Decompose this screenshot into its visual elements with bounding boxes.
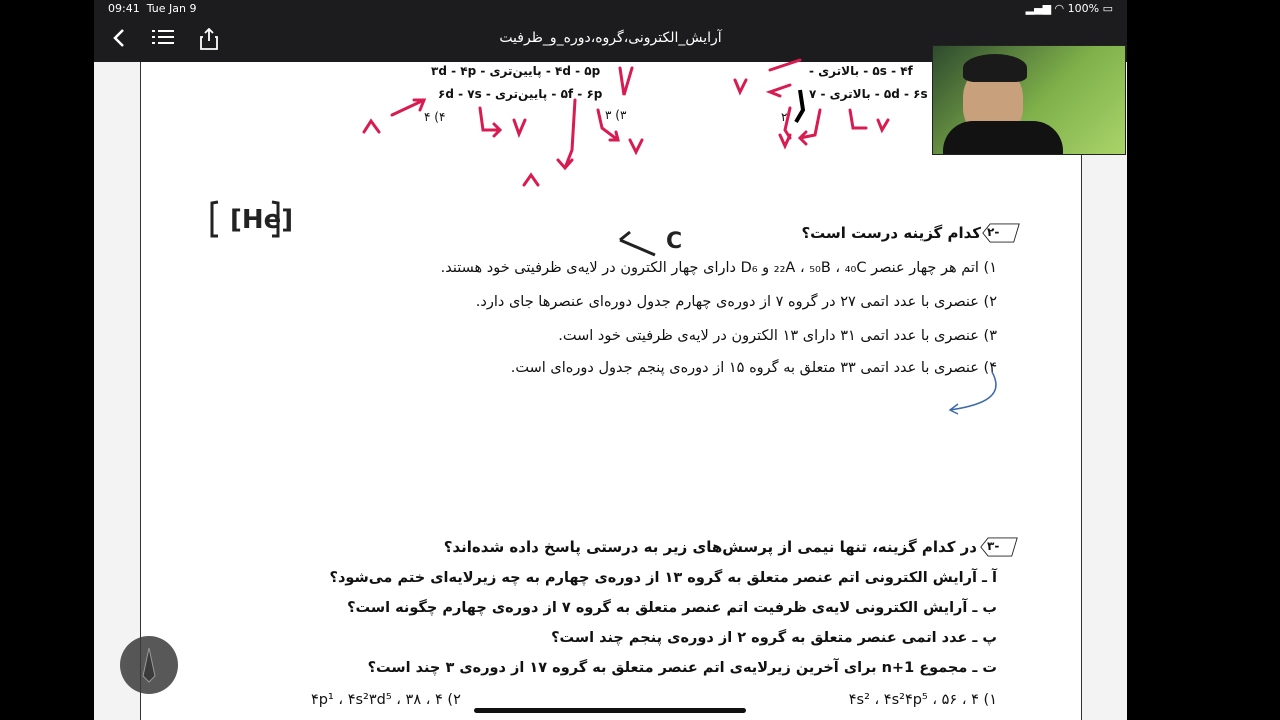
q2-option-1[interactable]: ۱) اتم هر چهار عنصر ‌‌₂₂A ، ₅₀B ، ₄₀C و D₆ دارای چهار الکترون در لایه‌ی ظرفیتی خود هستند. — [440, 260, 997, 276]
q3-answer-1[interactable]: ۱) ۴s² ، ۴s²۴p⁵ ، ۵۶ ، ۴ — [848, 692, 997, 708]
status-right: ▂▄▆ ◠ 100% ▭ — [1025, 2, 1113, 15]
top-option-4: ۴) ۴ — [424, 110, 446, 124]
q3-item-a: آ ـ آرایش الکترونی اتم عنصر متعلق به گروه ۱۳ از دوره‌ی چهارم به چه زیرلایه‌ای ختم می‌شود؟ — [329, 570, 997, 586]
top-line1-left: ۴d - ۵p - پایین‌تری - ۳d - ۴p — [431, 64, 601, 78]
top-option-2: ۲ — [781, 110, 788, 124]
top-option-3: ۳) ۳ — [605, 108, 627, 122]
home-indicator[interactable] — [474, 708, 746, 713]
handwritten-c: C — [666, 229, 683, 254]
battery-percent: 100% — [1067, 2, 1100, 15]
presenter-hair — [963, 54, 1027, 82]
webcam-overlay — [932, 45, 1126, 155]
q3-title: در کدام گزینه، تنها نیمی از پرسش‌های زیر به درستی پاسخ داده شده‌اند؟ — [443, 538, 977, 556]
q3-item-p: پ ـ عدد اتمی عنصر متعلق به گروه ۲ از دوره‌ی پنجم چند است؟ — [551, 630, 997, 646]
q2-title: کدام گزینه درست است؟ — [801, 224, 981, 242]
q3-item-t: ت ـ مجموع n+1 برای آخرین زیرلایه‌ی اتم عنصر متعلق به گروه ۱۷ از دوره‌ی ۳ چند است؟ — [367, 660, 997, 676]
q2-option-2[interactable]: ۲) عنصری با عدد اتمی ۲۷ در گروه ۷ از دوره‌ی چهارم جدول دوره‌ای عنصرها جای دارد. — [475, 294, 997, 310]
q2-option-3[interactable]: ۳) عنصری با عدد اتمی ۳۱ دارای ۱۳ الکترون در لایه‌ی ظرفیتی خود است. — [558, 328, 997, 344]
q2-option-4[interactable]: ۴) عنصری با عدد اتمی ۳۳ متعلق به گروه ۱۵ از دوره‌ی پنجم جدول دوره‌ای است. — [510, 360, 997, 376]
floating-pencil-button[interactable] — [120, 636, 178, 694]
document-title: آرایش_الکترونی،گروه،دوره_و_ظرفیت — [499, 30, 722, 46]
top-line2-left: ۵f - ۶p - پایین‌تری - ۶d - ۷s — [438, 87, 603, 101]
handwritten-he: [He] — [230, 205, 294, 235]
q3-answer-2[interactable]: ۲) ۴p¹ ، ۴s²۳d⁵ ، ۳۸ ، ۴ — [311, 692, 461, 708]
top-line1-right: ۵s - ۴f - بالاتری - — [809, 64, 913, 78]
q3-number: -۳ — [987, 539, 1000, 553]
presenter-shirt — [943, 121, 1063, 155]
top-line2-right: ۵d - ۶s - بالاتری - ۷ — [809, 87, 928, 101]
pdf-page[interactable] — [140, 62, 1082, 720]
q2-number: -۲ — [987, 225, 1000, 239]
status-bar — [94, 0, 1127, 18]
status-time: 09:41 Tue Jan 9 — [108, 2, 197, 15]
q3-item-b: ب ـ آرایش الکترونی لایه‌ی ظرفیت اتم عنصر متعلق به گروه ۷ از دوره‌ی چهارم چگونه است؟ — [347, 600, 997, 616]
pencil-icon — [120, 636, 178, 694]
